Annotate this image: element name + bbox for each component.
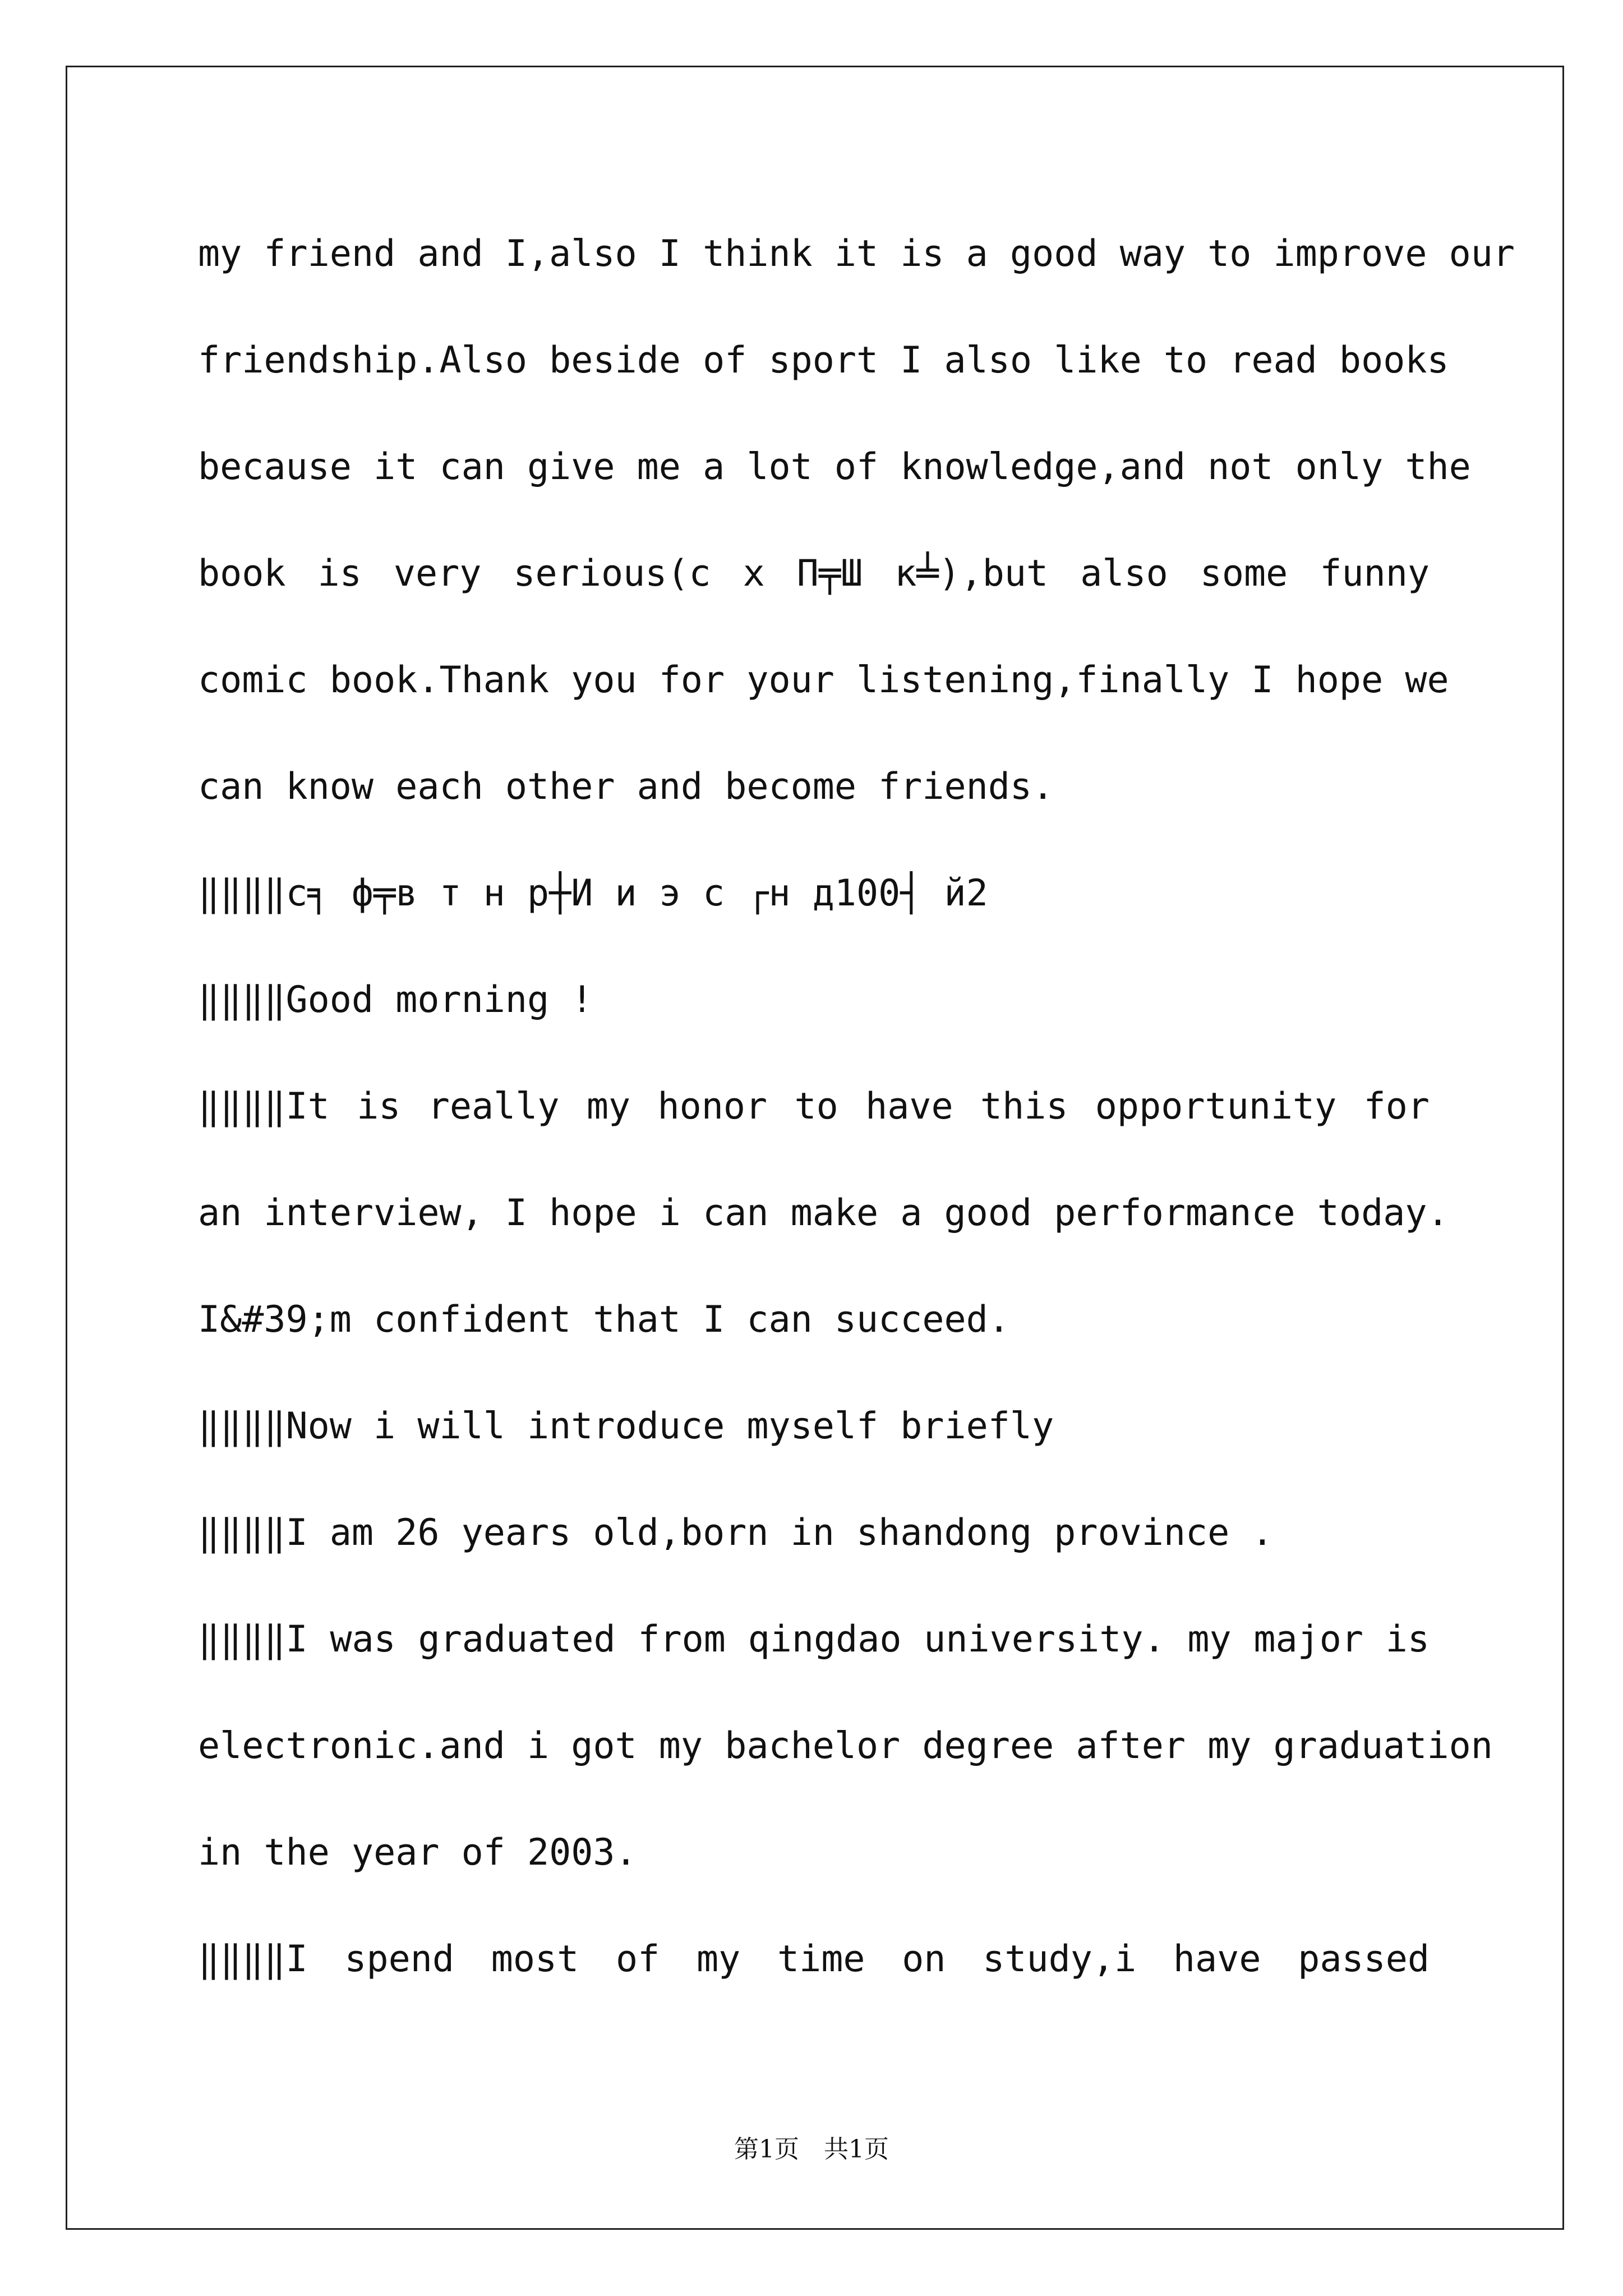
text-line: an interview, I hope i can make a good performance today.	[198, 1192, 1449, 1234]
text-line: ‖‖‖‖I am 26 years old,born in shandong province .	[198, 1512, 1274, 1554]
text-line: ‖‖‖‖Good morning !	[198, 979, 593, 1021]
text-line: electronic.and i got my bachelor degree after my graduation	[198, 1725, 1493, 1767]
text-line: because it can give me a lot of knowledge,and not only the	[198, 446, 1471, 488]
document-body	[198, 219, 1515, 2031]
text-line: ‖‖‖‖I spend most of my time on study,i have passed	[198, 1938, 1430, 1980]
page-number-footer: 第1页 共1页	[734, 2135, 889, 2164]
text-line: I&#39;m confident that I can succeed.	[198, 1299, 1010, 1341]
text-line: ‖‖‖‖I was graduated from qingdao university. my major is	[198, 1618, 1430, 1660]
text-line: in the year of 2003.	[198, 1832, 637, 1874]
text-line: my friend and I,also I think it is a good way to improve our	[198, 233, 1515, 275]
text-line: ‖‖‖‖Now i will introduce myself briefly	[198, 1405, 1054, 1447]
text-line: ‖‖‖‖It is really my honor to have this opportunity for	[198, 1085, 1430, 1128]
text-line: comic book.Thank you for your listening,finally I hope we	[198, 659, 1449, 701]
text-line: can know each other and become friends.	[198, 766, 1054, 808]
text-line: book is very serious(c х П╤Ш к╧),but also some funny	[198, 553, 1430, 595]
text-line: friendship.Also beside of sport I also like to read books	[198, 339, 1449, 381]
text-line: ‖‖‖‖с╕ ф╤в т н р┼И и э с ┌н д100┤ й2	[198, 872, 988, 914]
